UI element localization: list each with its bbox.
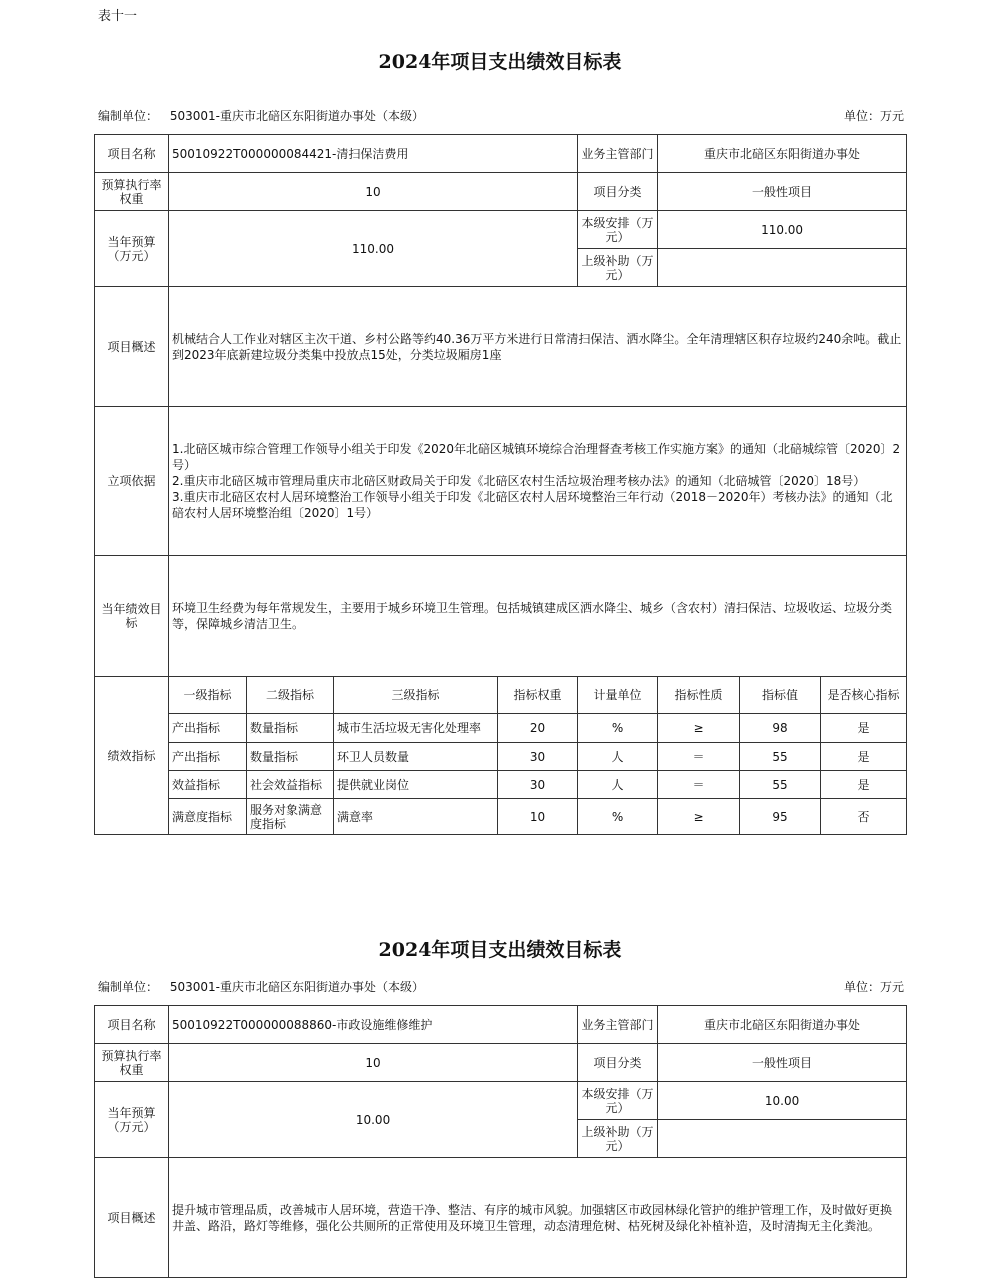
table-row	[95, 743, 907, 771]
table-cell: 否	[821, 799, 907, 835]
budget-label: 当年预算（万元）	[95, 1082, 169, 1158]
table-cell: 提供就业岗位	[334, 771, 498, 799]
performance-table	[94, 134, 907, 835]
budget-value: 110.00	[169, 211, 578, 287]
table-cell: %	[578, 799, 658, 835]
org-value: 503001-重庆市北碚区东阳街道办事处（本级）	[169, 109, 424, 123]
table-cell: 30	[498, 771, 578, 799]
unit-label: 单位：万元	[843, 980, 904, 994]
weight-label: 预算执行率权重	[95, 173, 169, 211]
table-cell: ＝	[658, 743, 740, 771]
upper-subsidy-value	[658, 1120, 907, 1158]
local-funds-value: 110.00	[658, 211, 907, 249]
table-cell: 人	[578, 743, 658, 771]
table-number-label: 表十一	[98, 9, 138, 24]
upper-subsidy-label: 上级补助（万元）	[578, 249, 658, 287]
project-name-value: 50010922T000000088860-市政设施维修维护	[169, 1006, 578, 1044]
indicator-header: 二级指标	[247, 677, 334, 714]
table-cell: 效益指标	[169, 771, 247, 799]
table-cell: 20	[498, 714, 578, 743]
budget-label: 当年预算（万元）	[95, 211, 169, 287]
category-label: 项目分类	[578, 1044, 658, 1082]
basis-label: 立项依据	[95, 407, 169, 556]
table-cell: ≥	[658, 799, 740, 835]
basis-item: 3.重庆市北碚区农村人居环境整治工作领导小组关于印发《北碚区农村人居环境整治三年行动（2018－2020年）考核办法》的通知（北碚农村人居环境整治组〔2020〕1号）	[172, 490, 893, 520]
project-name-value: 50010922T000000084421-清扫保洁费用	[169, 135, 578, 173]
indicator-header: 指标值	[740, 677, 821, 714]
category-value: 一般性项目	[658, 173, 907, 211]
weight-value: 10	[169, 173, 578, 211]
table-cell: ≥	[658, 714, 740, 743]
performance-table	[94, 1005, 907, 1278]
table-cell: 是	[821, 714, 907, 743]
table-row	[95, 714, 907, 743]
org-label: 编制单位：	[98, 980, 159, 994]
table-row	[95, 799, 907, 835]
weight-value: 10	[169, 1044, 578, 1082]
category-label: 项目分类	[578, 173, 658, 211]
table-cell: 城市生活垃圾无害化处理率	[334, 714, 498, 743]
dept-value: 重庆市北碚区东阳街道办事处	[658, 1006, 907, 1044]
table-cell: 30	[498, 743, 578, 771]
table-cell: 数量指标	[247, 714, 334, 743]
indicator-header: 指标权重	[498, 677, 578, 714]
indicator-header: 一级指标	[169, 677, 247, 714]
overview-label: 项目概述	[95, 287, 169, 407]
indicator-header: 三级指标	[334, 677, 498, 714]
dept-value: 重庆市北碚区东阳街道办事处	[658, 135, 907, 173]
table-cell: 满意度指标	[169, 799, 247, 835]
table-cell: 55	[740, 743, 821, 771]
table-cell: 产出指标	[169, 714, 247, 743]
budget-value: 10.00	[169, 1082, 578, 1158]
category-value: 一般性项目	[658, 1044, 907, 1082]
upper-subsidy-label: 上级补助（万元）	[578, 1120, 658, 1158]
table-cell: 55	[740, 771, 821, 799]
table-cell: 是	[821, 743, 907, 771]
table-cell: 满意率	[334, 799, 498, 835]
table-cell: 95	[740, 799, 821, 835]
dept-label: 业务主管部门	[578, 1006, 658, 1044]
org-value: 503001-重庆市北碚区东阳街道办事处（本级）	[169, 980, 424, 994]
table-cell: 环卫人员数量	[334, 743, 498, 771]
weight-label: 预算执行率权重	[95, 1044, 169, 1082]
table-cell: 数量指标	[247, 743, 334, 771]
basis-item: 1.北碚区城市综合管理工作领导小组关于印发《2020年北碚区城镇环境综合治理督查考核工作实施方案》的通知（北碚城综管〔2020〕2号）	[172, 442, 901, 472]
org-line	[98, 978, 904, 995]
table-title: 2024年项目支出绩效目标表	[378, 939, 622, 961]
table-cell: %	[578, 714, 658, 743]
goal-text: 环境卫生经费为每年常规发生，主要用于城乡环境卫生管理。包括城镇建成区洒水降尘、城乡（含农村）清扫保洁、垃圾收运、垃圾分类等，保障城乡清洁卫生。	[169, 556, 907, 677]
overview-text: 提升城市管理品质，改善城市人居环境，营造干净、整洁、有序的城市风貌。加强辖区市政园林绿化管护的维护管理工作，及时做好更换井盖、路沿，路灯等维修，强化公共厕所的正常使用及环境卫生管理，动态清理危树、枯死树及绿化补植补造，及时清掏无主化粪池。	[169, 1158, 907, 1278]
unit-label: 单位：万元	[843, 109, 904, 123]
basis-text	[169, 407, 907, 556]
goal-label: 当年绩效目标	[95, 556, 169, 677]
local-funds-label: 本级安排（万元）	[578, 211, 658, 249]
table-cell: 是	[821, 771, 907, 799]
project-name-label: 项目名称	[95, 135, 169, 173]
local-funds-label: 本级安排（万元）	[578, 1082, 658, 1120]
upper-subsidy-value	[658, 249, 907, 287]
table-cell: 社会效益指标	[247, 771, 334, 799]
table-cell: ＝	[658, 771, 740, 799]
table-cell: 产出指标	[169, 743, 247, 771]
project-name-label: 项目名称	[95, 1006, 169, 1044]
org-label: 编制单位：	[98, 109, 159, 123]
overview-label: 项目概述	[95, 1158, 169, 1278]
table-cell: 10	[498, 799, 578, 835]
local-funds-value: 10.00	[658, 1082, 907, 1120]
overview-text: 机械结合人工作业对辖区主次干道、乡村公路等约40.36万平方米进行日常清扫保洁、洒水降尘。全年清理辖区积存垃圾约240余吨。截止到2023年底新建垃圾分类集中投放点15处，分类垃圾厢房1座	[169, 287, 907, 407]
table-cell: 98	[740, 714, 821, 743]
indicator-header: 指标性质	[658, 677, 740, 714]
indicator-header: 计量单位	[578, 677, 658, 714]
table-row	[95, 771, 907, 799]
basis-item: 2.重庆市北碚区城市管理局重庆市北碚区财政局关于印发《北碚区农村生活垃圾治理考核办法》的通知（北碚城管〔2020〕18号）	[172, 474, 866, 488]
indicator-header: 是否核心指标	[821, 677, 907, 714]
table-cell: 人	[578, 771, 658, 799]
table-cell: 服务对象满意度指标	[247, 799, 334, 835]
org-line	[98, 107, 904, 124]
indicators-label: 绩效指标	[95, 677, 169, 835]
table-title: 2024年项目支出绩效目标表	[378, 51, 622, 73]
dept-label: 业务主管部门	[578, 135, 658, 173]
